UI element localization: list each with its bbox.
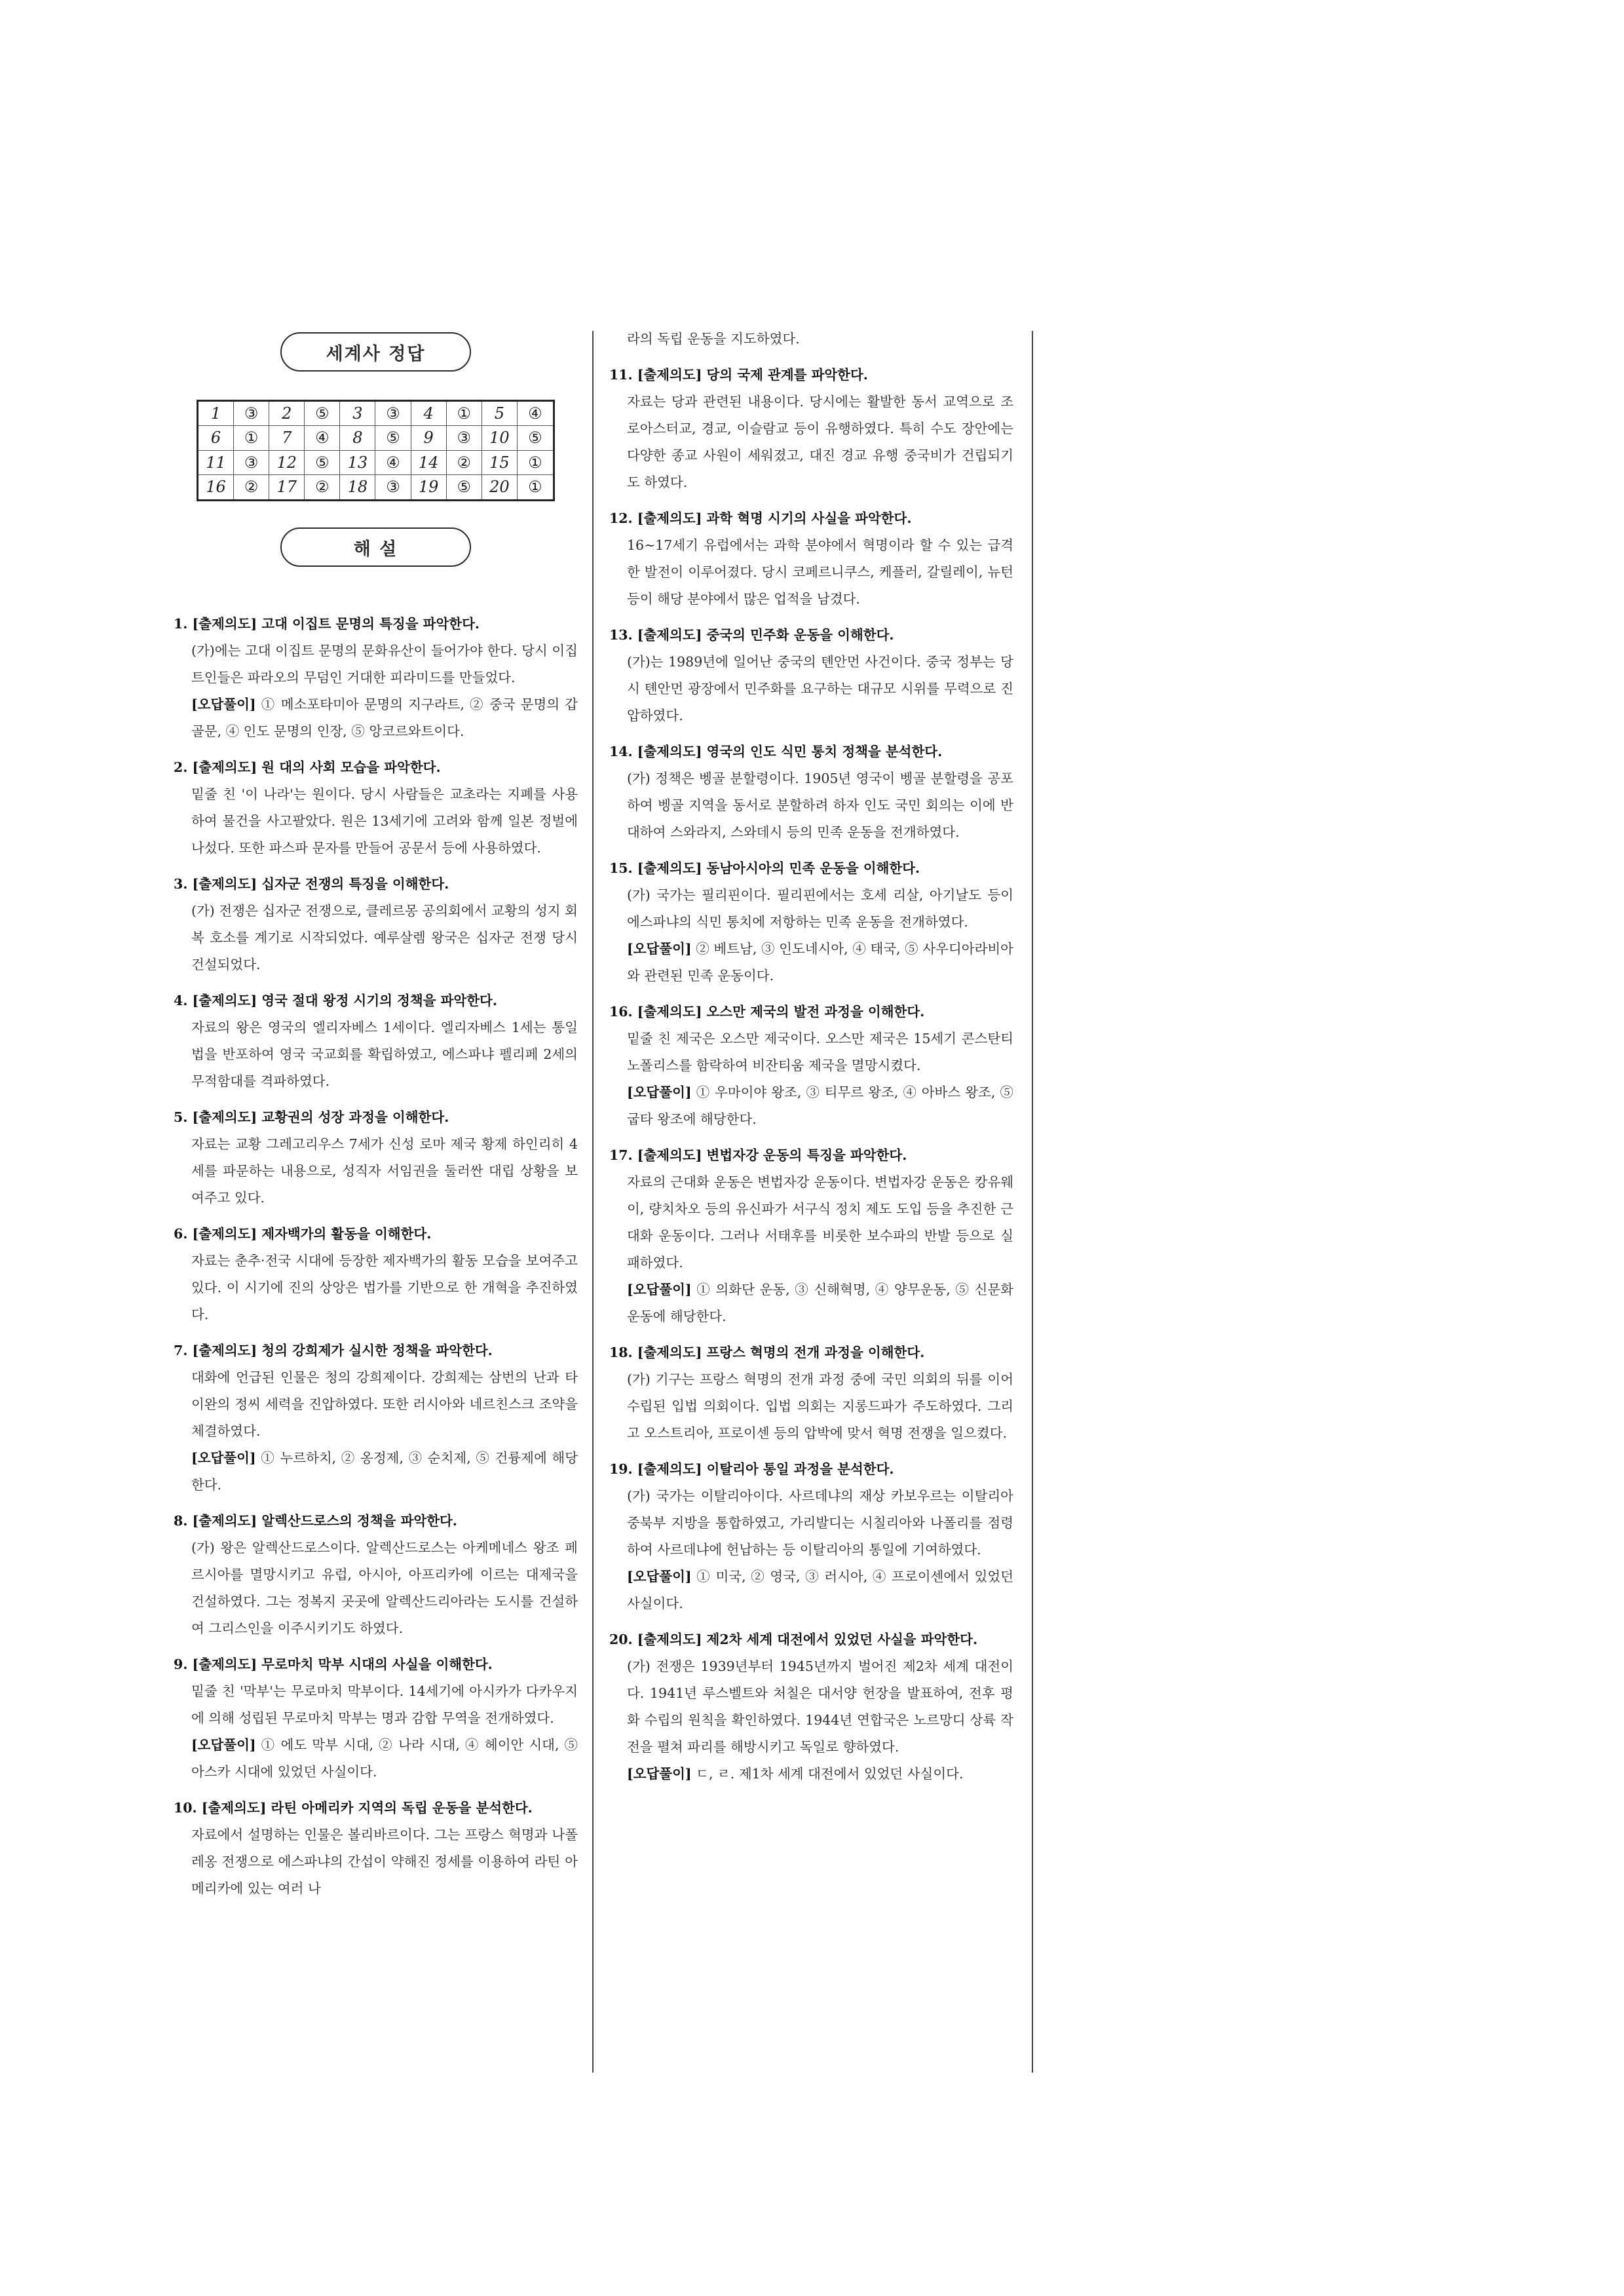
answer-number: 10 [482, 426, 518, 450]
answer-number: 19 [411, 475, 447, 499]
answer-number: 5 [482, 402, 518, 426]
wrong-answer-label: [오답풀이] [191, 1450, 256, 1466]
wrong-answer-text: ① 에도 막부 시대, ② 나라 시대, ④ 헤이안 시대, ⑤ 아스카 시대에 있었던 사실이다. [191, 1737, 578, 1780]
question-heading: 16. [출제의도] 오스만 제국의 발전 과정을 이해한다. [609, 1004, 925, 1020]
explanation-text: 16∼17세기 유럽에서는 과학 분야에서 혁명이라 할 수 있는 급격한 발전이 이루어졌다. 당시 코페르니쿠스, 케플러, 갈릴레이, 뉴턴 등이 해당 분야에서 많은 업적을 남겼다. [627, 537, 1013, 607]
wrong-answer-text: ㄷ, ㄹ. 제1차 세계 대전에서 있었던 사실이다. [691, 1766, 964, 1782]
wrong-answer-note [609, 936, 1013, 989]
answer-number: 3 [340, 402, 375, 426]
question-heading: 1. [출제의도] 고대 이집트 문명의 특징을 파악한다. [174, 616, 480, 632]
answer-number: 13 [340, 451, 375, 475]
wrong-answer-label: [오답풀이] [627, 1766, 692, 1782]
wrong-answer-text: ① 의화단 운동, ③ 신해혁명, ④ 양무운동, ⑤ 신문화 운동에 해당한다. [627, 1282, 1013, 1324]
wrong-answer-label: [오답풀이] [627, 941, 692, 957]
explanation-text: 밑줄 친 '막부'는 무로마치 막부이다. 14세기에 아시카가 다카우지에 의해 성립된 무로마치 막부는 명과 감합 무역을 전개하였다. [191, 1683, 578, 1726]
answer-choice: ② [234, 475, 269, 499]
answer-number: 7 [269, 426, 305, 450]
left-column [174, 611, 578, 1911]
wrong-answer-note [609, 1276, 1013, 1330]
answer-choice: ③ [234, 451, 269, 475]
question-heading: 13. [출제의도] 중국의 민주화 운동을 이해한다. [609, 627, 894, 643]
answer-choice: ④ [305, 426, 340, 450]
wrong-answer-label: [오답풀이] [191, 697, 256, 712]
question-heading: 17. [출제의도] 변법자강 운동의 특징을 파악한다. [609, 1147, 907, 1163]
wrong-answer-label: [오답풀이] [627, 1084, 692, 1100]
explanation-item [174, 987, 578, 1095]
question-heading: 9. [출제의도] 무로마치 막부 시대의 사실을 이해한다. [174, 1656, 493, 1672]
explanation-item [609, 362, 1013, 496]
explanation-text: 자료에서 설명하는 인물은 볼리바르이다. 그는 프랑스 혁명과 나폴레옹 전쟁으로 에스파냐의 간섭이 약해진 정세를 이용하여 라틴 아메리카에 있는 여러 나 [191, 1827, 578, 1896]
explanation-text: 대화에 언급된 인물은 청의 강희제이다. 강희제는 삼번의 난과 타이완의 정씨 세력을 진압하였다. 또한 러시아와 네르친스크 조약을 체결하였다. [191, 1369, 578, 1439]
answer-choice: ④ [375, 451, 411, 475]
answer-number: 15 [482, 451, 518, 475]
wrong-answer-note [609, 1761, 1013, 1788]
question-heading: 19. [출제의도] 이탈리아 통일 과정을 분석한다. [609, 1461, 894, 1477]
explanation-item [609, 1456, 1013, 1617]
continued-text: 라의 독립 운동을 지도하였다. [627, 331, 800, 347]
answer-number: 2 [269, 402, 305, 426]
explanations-title: 해 설 [280, 527, 471, 567]
answer-choice: ⑤ [518, 426, 553, 450]
explanation-item [174, 871, 578, 978]
wrong-answer-note [174, 691, 578, 745]
explanation-item [174, 1104, 578, 1212]
explanation-text: (가)에는 고대 이집트 문명의 문화유산이 들어가야 한다. 당시 이집트인들은 파라오의 무덤인 거대한 피라미드를 만들었다. [191, 643, 578, 685]
question-heading: 20. [출제의도] 제2차 세계 대전에서 있었던 사실을 파악한다. [609, 1632, 978, 1647]
wrong-answer-note [174, 1732, 578, 1786]
explanation-text: 자료의 근대화 운동은 변법자강 운동이다. 변법자강 운동은 캉유웨이, 량치차오 등의 유신파가 서구식 정치 제도 도입 등을 추진한 근대화 운동이다. 그러나 서태후를 비롯한 보수파의 반발 등으로 실패하였다. [627, 1174, 1013, 1271]
question-heading: 12. [출제의도] 과학 혁명 시기의 사실을 파악한다. [609, 510, 912, 526]
explanation-item [174, 754, 578, 862]
explanation-text: (가)는 1989년에 일어난 중국의 톈안먼 사건이다. 중국 정부는 당시 톈안먼 광장에서 민주화를 요구하는 대규모 시위를 무력으로 진압하였다. [627, 654, 1013, 723]
explanation-text: 자료는 춘추·전국 시대에 등장한 제자백가의 활동 모습을 보여주고 있다. 이 시기에 진의 상앙은 법가를 기반으로 한 개혁을 추진하였다. [191, 1253, 578, 1322]
wrong-answer-label: [오답풀이] [627, 1282, 692, 1297]
wrong-answer-note [609, 1079, 1013, 1133]
explanation-text: 자료는 교황 그레고리우스 7세가 신성 로마 제국 황제 하인리히 4세를 파문하는 내용으로, 성직자 서임권을 둘러싼 대립 상황을 보여주고 있다. [191, 1136, 578, 1206]
answer-key-table [197, 400, 555, 501]
answer-choice: ② [305, 475, 340, 499]
answer-number: 11 [198, 451, 234, 475]
explanation-text: (가) 왕은 알렉산드로스이다. 알렉산드로스는 아케메네스 왕조 페르시아를 멸망시키고 유럽, 아시아, 아프리카에 이르는 대제국을 건설하였다. 그는 정복지 곳곳에 알렉산드리아라는 도시를 건설하여 그리스인을 이주시키기도 하였다. [191, 1540, 578, 1636]
answer-number: 9 [411, 426, 447, 450]
question-heading: 18. [출제의도] 프랑스 혁명의 전개 과정을 이해한다. [609, 1345, 925, 1360]
question-heading: 15. [출제의도] 동남아시아의 민족 운동을 이해한다. [609, 860, 920, 876]
explanation-item [174, 1795, 578, 1902]
answer-choice: ③ [447, 426, 482, 450]
question-heading: 10. [출제의도] 라틴 아메리카 지역의 독립 운동을 분석한다. [174, 1800, 533, 1816]
explanation-text: (가) 전쟁은 1939년부터 1945년까지 벌어진 제2차 세계 대전이다. 1941년 루스벨트와 처칠은 대서양 헌장을 발표하여, 전후 평화 수립의 원칙을 확인하였다. 1944년 연합국은 노르망디 상륙 작전을 펼쳐 파리를 해방시키고 독일로 향하였다. [627, 1658, 1013, 1755]
answer-choice: ② [447, 451, 482, 475]
answer-number: 4 [411, 402, 447, 426]
column-border [1032, 331, 1033, 2073]
wrong-answer-text: ① 누르하치, ② 옹정제, ③ 순치제, ⑤ 건륭제에 해당한다. [191, 1450, 578, 1493]
explanation-item [174, 1221, 578, 1328]
explanation-text: (가) 국가는 이탈리아이다. 사르데냐의 재상 카보우르는 이탈리아 중북부 지방을 통합하였고, 가리발디는 시칠리아와 나폴리를 점령하여 사르데냐에 헌납하는 등 이탈리아의 통일에 기여하였다. [627, 1488, 1013, 1558]
column-divider [592, 331, 594, 2073]
explanation-item [609, 1626, 1013, 1788]
answer-number: 12 [269, 451, 305, 475]
explanation-item [174, 611, 578, 745]
wrong-answer-text: ① 미국, ② 영국, ③ 러시아, ④ 프로이센에서 있었던 사실이다. [627, 1569, 1013, 1611]
wrong-answer-note [174, 1445, 578, 1499]
wrong-answer-text: ① 우마이야 왕조, ③ 티무르 왕조, ④ 아바스 왕조, ⑤ 굽타 왕조에 해당한다. [627, 1084, 1013, 1127]
explanation-text: (가) 기구는 프랑스 혁명의 전개 과정 중에 국민 의회의 뒤를 이어 수립된 입법 의회이다. 입법 의회는 지롱드파가 주도하였다. 그리고 오스트리아, 프로이센 등의 압박에 맞서 혁명 전쟁을 일으켰다. [627, 1371, 1013, 1441]
answer-number: 6 [198, 426, 234, 450]
wrong-answer-note [609, 1563, 1013, 1617]
explanation-item [609, 1339, 1013, 1447]
question-heading: 7. [출제의도] 청의 강희제가 실시한 정책을 파악한다. [174, 1343, 493, 1358]
explanation-item [609, 855, 1013, 989]
question-heading: 8. [출제의도] 알렉산드로스의 정책을 파악한다. [174, 1513, 457, 1529]
answer-choice: ⑤ [305, 451, 340, 475]
answer-choice: ① [234, 426, 269, 450]
explanation-item [609, 738, 1013, 846]
explanation-text: 밑줄 친 '이 나라'는 원이다. 당시 사람들은 교초라는 지폐를 사용하여 물건을 사고팔았다. 원은 13세기에 고려와 함께 일본 정벌에 나섰다. 또한 파스파 문자를 만들어 공문서 등에 사용하였다. [191, 786, 578, 856]
explanation-text: (가) 전쟁은 십자군 전쟁으로, 클레르몽 공의회에서 교황의 성지 회복 호소를 계기로 시작되었다. 예루살렘 왕국은 십자군 전쟁 당시 건설되었다. [191, 903, 578, 972]
answer-choice: ① [518, 451, 553, 475]
question-heading: 11. [출제의도] 당의 국제 관계를 파악한다. [609, 367, 868, 383]
right-column [609, 326, 1013, 1797]
answer-choice: ③ [375, 402, 411, 426]
question-heading: 5. [출제의도] 교황권의 성장 과정을 이해한다. [174, 1109, 449, 1125]
question-heading: 6. [출제의도] 제자백가의 활동을 이해한다. [174, 1226, 432, 1242]
answer-choice: ③ [234, 402, 269, 426]
wrong-answer-label: [오답풀이] [627, 1569, 692, 1584]
answer-number: 8 [340, 426, 375, 450]
question-heading: 4. [출제의도] 영국 절대 왕정 시기의 정책을 파악한다. [174, 993, 497, 1008]
explanation-item [609, 622, 1013, 729]
explanation-item [609, 999, 1013, 1133]
answer-choice: ① [447, 402, 482, 426]
answer-number: 1 [198, 402, 234, 426]
explanation-text: 자료의 왕은 영국의 엘리자베스 1세이다. 엘리자베스 1세는 통일법을 반포하여 영국 국교회를 확립하였고, 에스파냐 펠리페 2세의 무적함대를 격파하였다. [191, 1020, 578, 1089]
answer-choice: ⑤ [305, 402, 340, 426]
explanation-text: (가) 국가는 필리핀이다. 필리핀에서는 호세 리살, 아기날도 등이 에스파냐의 식민 통치에 저항하는 민족 운동을 전개하였다. [627, 887, 1013, 930]
answer-choice: ⑤ [447, 475, 482, 499]
explanation-item [174, 1337, 578, 1499]
answer-number: 16 [198, 475, 234, 499]
answer-choice: ⑤ [375, 426, 411, 450]
explanation-item [609, 505, 1013, 613]
explanation-text: (가) 정책은 벵골 분할령이다. 1905년 영국이 벵골 분할령을 공포하여 벵골 지역을 동서로 분할하려 하자 인도 국민 회의는 이에 반대하여 스와라지, 스와데시 등의 민족 운동을 전개하였다. [627, 771, 1013, 840]
explanation-item [609, 1142, 1013, 1330]
wrong-answer-label: [오답풀이] [191, 1737, 256, 1753]
question-heading: 3. [출제의도] 십자군 전쟁의 특징을 이해한다. [174, 876, 449, 892]
question-heading: 2. [출제의도] 원 대의 사회 모습을 파악한다. [174, 759, 441, 775]
explanation-text: 자료는 당과 관련된 내용이다. 당시에는 활발한 동서 교역으로 조로아스터교, 경교, 이슬람교 등이 유행하였다. 특히 수도 장안에는 다양한 종교 사원이 세워졌고, 대진 경교 유행 중국비가 건립되기도 하였다. [627, 394, 1013, 490]
answer-number: 14 [411, 451, 447, 475]
explanation-text: 밑줄 친 제국은 오스만 제국이다. 오스만 제국은 15세기 콘스탄티노폴리스를 함락하여 비잔티움 제국을 멸망시켰다. [627, 1031, 1013, 1073]
wrong-answer-text: ② 베트남, ③ 인도네시아, ④ 태국, ⑤ 사우디아라비아와 관련된 민족 운동이다. [627, 941, 1013, 984]
answers-title: 세계사 정답 [280, 332, 471, 372]
explanation-item [174, 1651, 578, 1786]
explanation-item [174, 1508, 578, 1642]
answer-number: 20 [482, 475, 518, 499]
answer-number: 17 [269, 475, 305, 499]
answer-choice: ① [528, 478, 542, 497]
answer-number: 18 [340, 475, 375, 499]
answer-choice: ③ [375, 475, 411, 499]
question-heading: 14. [출제의도] 영국의 인도 식민 통치 정책을 분석한다. [609, 744, 943, 759]
answer-choice: ④ [518, 402, 553, 426]
wrong-answer-text: ① 메소포타미아 문명의 지구라트, ② 중국 문명의 갑골문, ④ 인도 문명의 인장, ⑤ 앙코르와트이다. [191, 697, 578, 739]
